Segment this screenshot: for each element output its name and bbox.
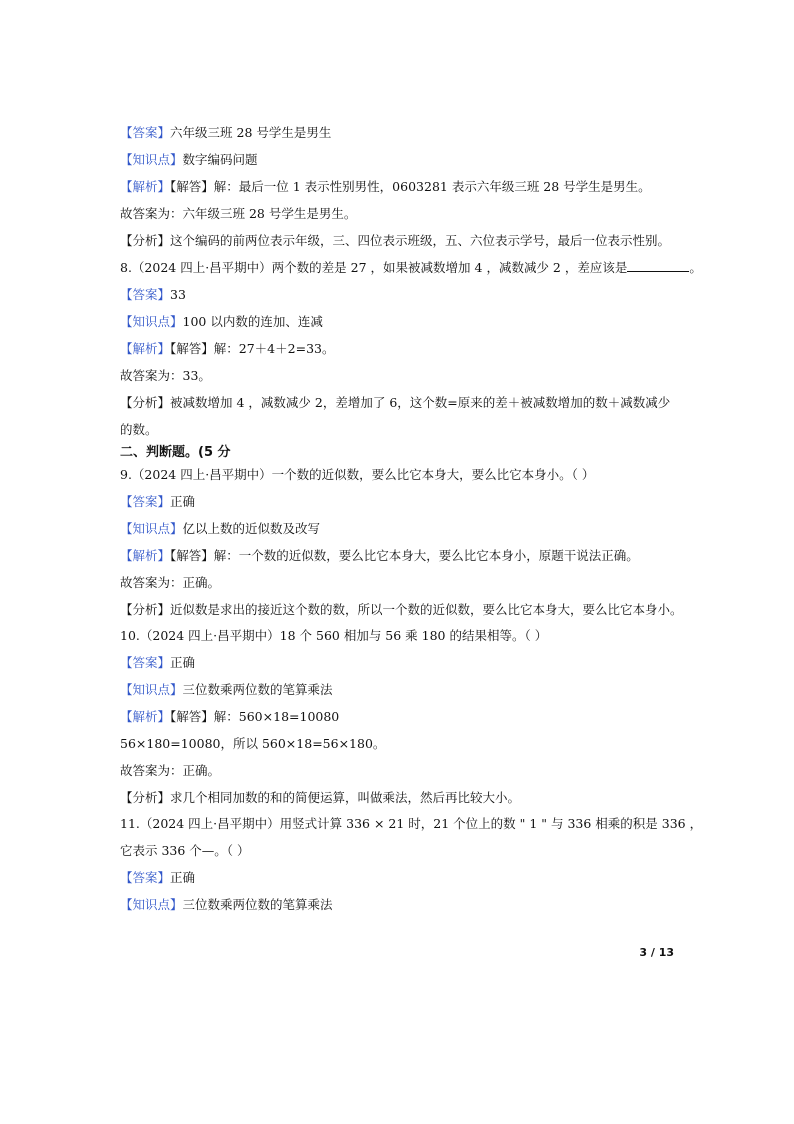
q7-knowledge: 数字编码问题 — [182, 152, 258, 167]
q9-answer: 正确 — [170, 494, 196, 509]
q10-analysis-line — [120, 789, 680, 807]
analysis-tag: 【解析】 — [120, 548, 171, 563]
q8-knowledge-line — [120, 313, 680, 331]
q9-solution-line — [120, 547, 680, 565]
q8-analysis-continued: 的数。 — [120, 422, 158, 437]
q7-answer-line — [120, 124, 680, 142]
analysis2-tag: 【分析】 — [120, 790, 171, 805]
q11-knowledge: 三位数乘两位数的笔算乘法 — [182, 897, 333, 912]
page-number: 3 / 13 — [639, 946, 674, 959]
knowledge-tag: 【知识点】 — [120, 521, 183, 536]
q8-solution-line — [120, 340, 680, 358]
q11-question: 11.（2024 四上·昌平期中）用竖式计算 336 × 21 时，21 个位上的数 " 1 " 与 336 相乘的积是 336 ， — [120, 816, 703, 831]
knowledge-tag: 【知识点】 — [120, 314, 183, 329]
q9-knowledge: 亿以上数的近似数及改写 — [182, 521, 321, 536]
solution-tag: 【解答】 — [170, 709, 214, 724]
q8-analysis-line — [120, 394, 680, 412]
q8-question-end: 。 — [689, 260, 702, 275]
q9-final-answer: 故答案为：正确。 — [120, 575, 221, 590]
answer-tag: 【答案】 — [120, 125, 171, 140]
knowledge-tag: 【知识点】 — [120, 152, 183, 167]
q10-analysis: 求几个相同加数的和的简便运算，叫做乘法，然后再比较大小。 — [170, 790, 521, 805]
knowledge-tag: 【知识点】 — [120, 682, 183, 697]
q10-solution: 解：560×18=10080 — [213, 709, 340, 724]
q7-final-answer: 故答案为：六年级三班 28 号学生是男生。 — [120, 206, 357, 221]
answer-tag: 【答案】 — [120, 655, 171, 670]
q11-answer-line — [120, 869, 680, 887]
q11-knowledge-line — [120, 896, 680, 914]
solution-tag: 【解答】 — [170, 341, 214, 356]
answer-tag: 【答案】 — [120, 287, 171, 302]
answer-tag: 【答案】 — [120, 870, 171, 885]
solution-tag: 【解答】 — [170, 179, 214, 194]
q9-solution: 解：一个数的近似数，要么比它本身大，要么比它本身小，原题干说法正确。 — [213, 548, 639, 563]
answer-tag: 【答案】 — [120, 494, 171, 509]
q10-knowledge-line — [120, 681, 680, 699]
analysis-tag: 【解析】 — [120, 179, 171, 194]
q7-solution: 解：最后一位 1 表示性别男性，0603281 表示六年级三班 28 号学生是男生。 — [213, 179, 651, 194]
solution-tag: 【解答】 — [170, 548, 214, 563]
q8-knowledge: 100 以内数的连加、连减 — [182, 314, 323, 329]
q7-analysis-line — [120, 232, 680, 250]
q7-answer: 六年级三班 28 号学生是男生 — [170, 125, 332, 140]
analysis-tag: 【解析】 — [120, 709, 171, 724]
q10-answer: 正确 — [170, 655, 196, 670]
q9-analysis-line — [120, 601, 683, 619]
q8-question — [120, 259, 702, 277]
knowledge-tag: 【知识点】 — [120, 897, 183, 912]
q10-question: 10.（2024 四上·昌平期中）18 个 560 相加与 56 乘 180 的结果相等。（ ） — [120, 628, 548, 643]
q10-final-answer: 故答案为：正确。 — [120, 763, 221, 778]
q7-knowledge-line — [120, 151, 680, 169]
q10-answer-line — [120, 654, 680, 672]
q8-final-answer: 故答案为：33。 — [120, 368, 211, 383]
answer-blank — [627, 260, 689, 272]
q9-knowledge-line — [120, 520, 680, 538]
q11-answer: 正确 — [170, 870, 196, 885]
analysis2-tag: 【分析】 — [120, 602, 171, 617]
q10-solution-continued: 56×180=10080，所以 560×18=56×180。 — [120, 736, 386, 751]
analysis-tag: 【解析】 — [120, 341, 171, 356]
q8-solution: 解：27＋4＋2=33。 — [213, 341, 335, 356]
q8-analysis: 被减数增加 4 ，减数减少 2，差增加了 6，这个数=原来的差＋被减数增加的数＋减数减少 — [170, 395, 671, 410]
q9-answer-line — [120, 493, 680, 511]
q10-solution-line — [120, 708, 680, 726]
q11-question-continued: 它表示 336 个—。（ ） — [120, 843, 250, 858]
q10-knowledge: 三位数乘两位数的笔算乘法 — [182, 682, 333, 697]
analysis2-tag: 【分析】 — [120, 233, 171, 248]
q7-solution-line — [120, 178, 680, 196]
analysis2-tag: 【分析】 — [120, 395, 171, 410]
q8-question-text: 8.（2024 四上·昌平期中）两个数的差是 27 ，如果被减数增加 4 ，减数减少 2 ，差应该是 — [120, 260, 628, 275]
q7-analysis: 这个编码的前两位表示年级，三、四位表示班级，五、六位表示学号，最后一位表示性别。 — [170, 233, 671, 248]
q9-question: 9.（2024 四上·昌平期中）一个数的近似数，要么比它本身大，要么比它本身小。（ ） — [120, 467, 595, 482]
q9-analysis: 近似数是求出的接近这个数的数，所以一个数的近似数，要么比它本身大，要么比它本身小。 — [170, 602, 683, 617]
section-title: 二、判断题。(5 分 — [120, 445, 231, 460]
q8-answer: 33 — [170, 287, 186, 302]
q8-answer-line — [120, 286, 680, 304]
